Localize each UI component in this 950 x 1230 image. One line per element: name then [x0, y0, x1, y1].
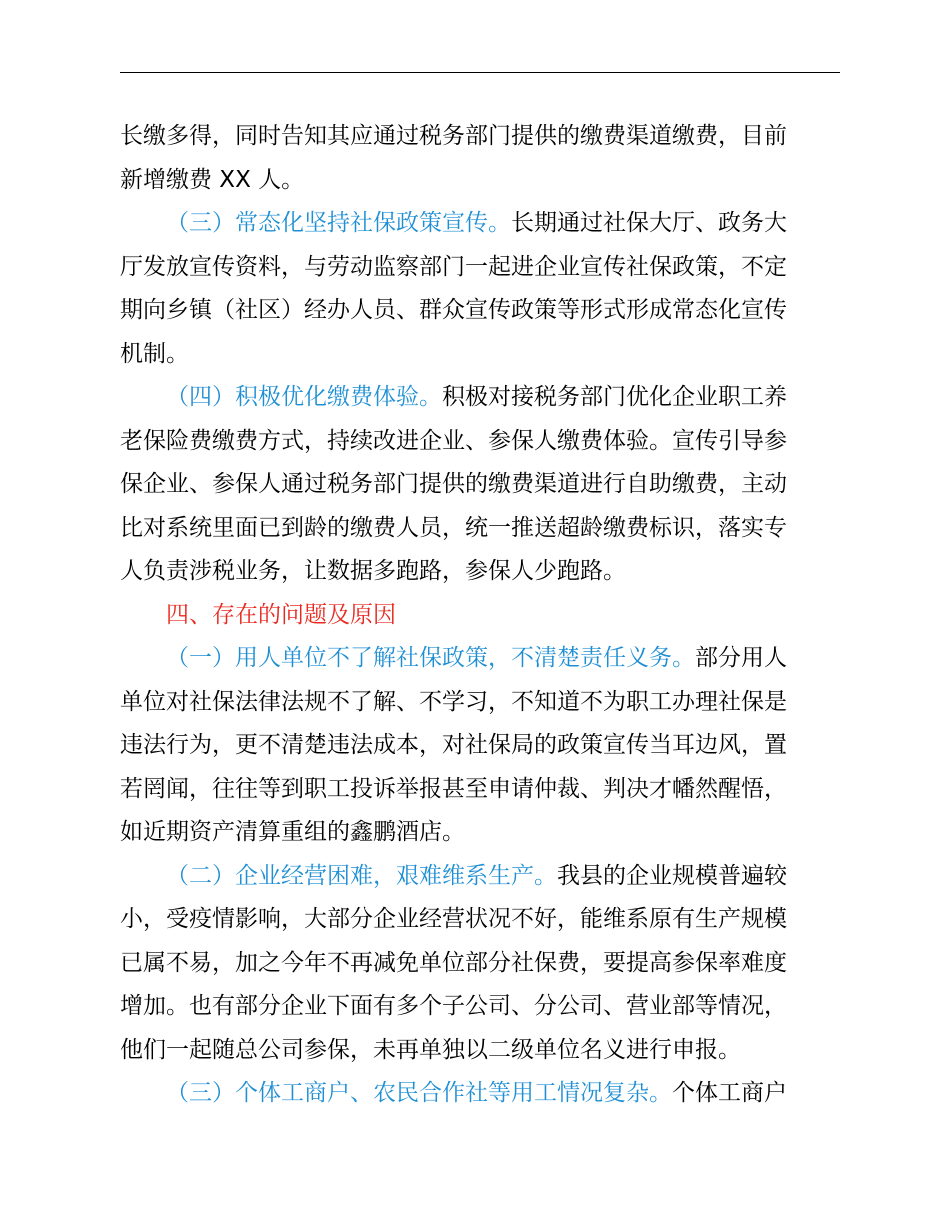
paragraph-business-line-3 — [120, 942, 840, 986]
paragraph-policy-line-3 — [120, 724, 840, 768]
paragraph-policy-line-2 — [120, 681, 840, 725]
body-text: 保企业、参保人通过税务部门提供的缴费渠道进行自助缴费，主动 — [120, 471, 787, 497]
paragraph-publicity-line-1 — [120, 202, 840, 246]
body-text: 如近期资产清算重组的鑫鹏酒店。 — [120, 819, 465, 845]
paragraph-payment-line-4 — [120, 507, 840, 551]
paragraph-payment-line-3 — [120, 463, 840, 507]
body-text: 人负责涉税业务，让数据多跑路，参保人少跑路。 — [120, 558, 626, 584]
body-text: 期向乡镇（社区）经办人员、群众宣传政策等形式形成常态化宣传 — [120, 297, 787, 323]
paragraph-business-line-4 — [120, 985, 840, 1029]
body-text: 他们一起随总公司参保，未再单独以二级单位名义进行申报。 — [120, 1036, 741, 1063]
paragraph-policy-line-5 — [120, 811, 840, 855]
body-text: 部分用人 — [695, 645, 787, 671]
paragraph-business-line-1 — [120, 855, 840, 899]
body-text: 长缴多得，同时告知其应通过税务部门提供的缴费渠道缴费，目前 — [120, 123, 787, 149]
chapter-heading-problems — [120, 594, 840, 638]
body-text: 违法行为，更不清楚违法成本，对社保局的政策宣传当耳边风，置 — [120, 732, 787, 758]
header-rule — [120, 72, 840, 73]
paragraph-individual-line-1 — [120, 1072, 840, 1116]
section-heading-3b: （三）个体工商户、农民合作社等用工情况复杂。 — [166, 1080, 672, 1106]
paragraph-policy-line-1 — [120, 637, 840, 681]
body-text: 我县的企业规模普遍较 — [557, 862, 787, 889]
body-text: 增加。也有部分企业下面有多个子公司、分公司、营业部等情况， — [120, 993, 787, 1019]
body-text: 单位对社保法律法规不了解、不学习，不知道不为职工办理社保是 — [120, 688, 787, 715]
paragraph-payment-line-5 — [120, 550, 840, 594]
section-heading-3: （三）常态化坚持社保政策宣传。 — [166, 210, 511, 236]
paragraph-publicity-line-4 — [120, 333, 840, 377]
body-text: 小，受疫情影响，大部分企业经营状况不好，能维系原有生产规模 — [120, 906, 787, 932]
body-text: 新增缴费 XX 人。 — [120, 166, 305, 193]
body-text: 长期通过社保大厅、政务大 — [511, 210, 787, 236]
document-body — [120, 115, 840, 1116]
section-heading-4: （四）积极优化缴费体验。 — [166, 384, 442, 410]
paragraph-publicity-line-2 — [120, 246, 840, 290]
chapter-heading: 四、存在的问题及原因 — [166, 601, 396, 628]
paragraph-publicity-line-3 — [120, 289, 840, 333]
section-heading-1: （一）用人单位不了解社保政策，不清楚责任义务。 — [166, 645, 695, 671]
body-text: 厅发放宣传资料，与劳动监察部门一起进企业宣传社保政策，不定 — [120, 253, 787, 280]
body-text: 老保险费缴费方式，持续改进企业、参保人缴费体验。宣传引导参 — [120, 427, 787, 454]
body-text: 积极对接税务部门优化企业职工养 — [442, 384, 787, 410]
body-text: 已属不易，加之今年不再减免单位部分社保费，要提高参保率难度 — [120, 949, 787, 976]
body-text: 比对系统里面已到龄的缴费人员，统一推送超龄缴费标识，落实专 — [120, 514, 787, 541]
paragraph-continuation-line-1 — [120, 115, 840, 159]
paragraph-continuation-line-2 — [120, 159, 840, 203]
paragraph-policy-line-4 — [120, 768, 840, 812]
paragraph-business-line-2 — [120, 898, 840, 942]
body-text: 若罔闻，往往等到职工投诉举报甚至申请仲裁、判决才幡然醒悟， — [120, 775, 787, 802]
body-text: 个体工商户 — [672, 1080, 787, 1106]
body-text: 机制。 — [120, 340, 189, 367]
paragraph-business-line-5 — [120, 1029, 840, 1073]
section-heading-2: （二）企业经营困难，艰难维系生产。 — [166, 862, 557, 889]
paragraph-payment-line-2 — [120, 420, 840, 464]
paragraph-payment-line-1 — [120, 376, 840, 420]
